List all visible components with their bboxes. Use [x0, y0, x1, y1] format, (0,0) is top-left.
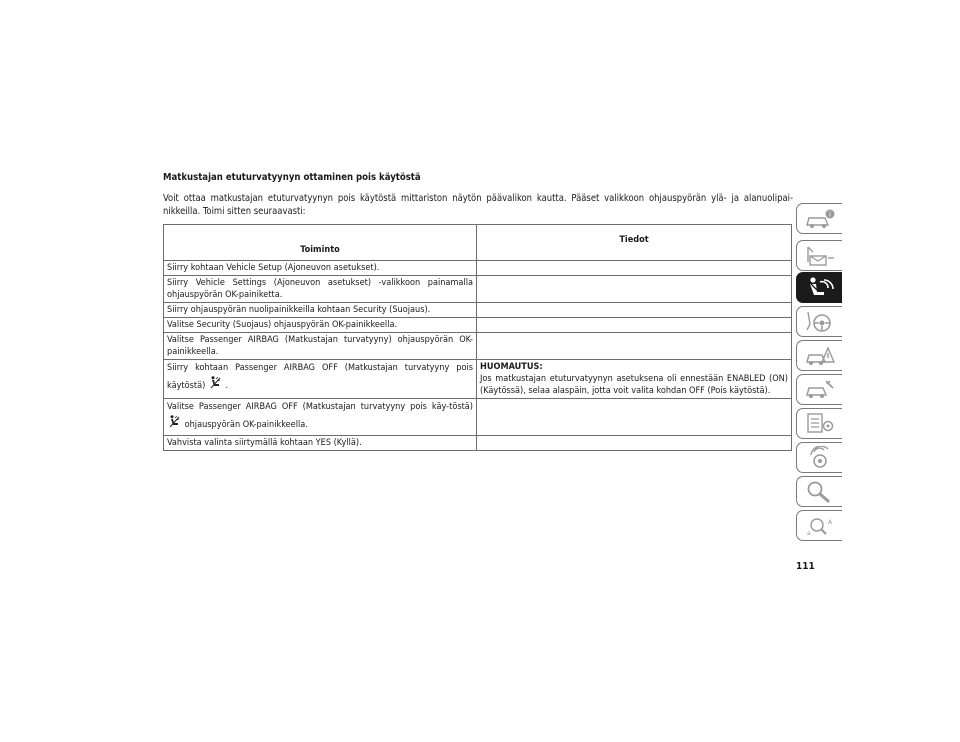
- table-row: [164, 261, 792, 276]
- table-row: [164, 318, 792, 333]
- language-index-icon: [804, 514, 836, 538]
- page-number: 111: [796, 561, 815, 572]
- svg-text:A: A: [828, 519, 833, 526]
- section-heading: Matkustajan etuturvatyynyn ottaminen pois käytöstä: [163, 172, 421, 183]
- row-action-text-end: ohjauspyörän OK-painikkeella.: [184, 420, 308, 430]
- svg-text:i: i: [829, 210, 831, 219]
- row-details: [477, 333, 792, 360]
- roadside-emergency-icon: [804, 344, 836, 368]
- row-action: [164, 360, 477, 399]
- row-action: Valitse Security (Suojaus) ohjauspyörän OK-painikkeella.: [164, 318, 477, 333]
- tab-steering[interactable]: [796, 306, 842, 337]
- tab-service[interactable]: [796, 374, 842, 405]
- row-action: Vahvista valinta siirtymällä kohtaan YES (Kyllä).: [164, 436, 477, 451]
- table-header-row: [164, 225, 792, 261]
- row-action-text: Siirry kohtaan Passenger AIRBAG OFF (Matkustajan turvatyyny pois käytöstä): [167, 363, 473, 391]
- row-action-text-end: .: [225, 381, 229, 391]
- service-maintenance-icon: [804, 378, 836, 402]
- intro-paragraph: Voit ottaa matkustajan etuturvatyynyn pois käytöstä mittariston näytön päävalikon kautta. Pääset valikkoon ohjauspyörän ylä- ja alanuolipai-nikkeilla. Toimi sitten seuraavasti:: [163, 193, 793, 217]
- steering-wheel-icon: [804, 310, 836, 334]
- row-action: Siirry ohjauspyörän nuolipainikkeilla kohtaan Security (Suojaus).: [164, 303, 477, 318]
- row-action: [164, 399, 477, 436]
- seatbelt-airbag-icon: [804, 276, 836, 300]
- passenger-airbag-off-icon: [210, 376, 221, 395]
- table-row: [164, 303, 792, 318]
- row-details: [477, 261, 792, 276]
- header-details: Tiedot: [477, 225, 792, 261]
- tab-car-info[interactable]: [796, 203, 842, 234]
- row-action-text: Valitse Passenger AIRBAG OFF (Matkustajan turvatyyny pois käy-töstä): [167, 402, 473, 412]
- svg-text:a: a: [807, 530, 811, 537]
- row-details: [477, 360, 792, 399]
- car-info-icon: [804, 207, 836, 231]
- index-search-icon: [804, 480, 836, 504]
- row-details: [477, 318, 792, 333]
- row-action: Siirry Vehicle Settings (Ajoneuvon asetukset) -valikkoon painamalla ohjauspyörän OK-painiketta.: [164, 276, 477, 303]
- note-label: HUOMAUTUS:: [480, 362, 543, 372]
- table-row: [164, 360, 792, 399]
- row-details: [477, 303, 792, 318]
- tab-dashboard-lights[interactable]: [796, 240, 842, 271]
- row-action: Siirry kohtaan Vehicle Setup (Ajoneuvon asetukset).: [164, 261, 477, 276]
- header-action: Toiminto: [164, 225, 477, 261]
- row-details: [477, 436, 792, 451]
- tab-multimedia[interactable]: [796, 442, 842, 473]
- row-action: Valitse Passenger AIRBAG (Matkustajan turvatyyny) ohjauspyörän OK-painikkeella.: [164, 333, 477, 360]
- tab-index-search[interactable]: [796, 476, 842, 507]
- row-details: [477, 399, 792, 436]
- procedure-table: [163, 224, 792, 451]
- note-text: Jos matkustajan etuturvatyynyn asetuksena oli ennestään ENABLED (ON) (Käytössä), selaa alaspäin, jotta voit valita kohdan OFF (Pois käytöstä).: [480, 374, 788, 396]
- row-details: [477, 276, 792, 303]
- table-row: [164, 333, 792, 360]
- dashboard-lights-icon: [804, 244, 836, 268]
- passenger-airbag-off-icon: [169, 415, 180, 434]
- tab-language-index[interactable]: [796, 510, 842, 541]
- table-row: [164, 276, 792, 303]
- table-row: [164, 436, 792, 451]
- tab-roadside-emergency[interactable]: [796, 340, 842, 371]
- table-row: [164, 399, 792, 436]
- tab-seatbelt-airbag[interactable]: [796, 272, 842, 303]
- specifications-icon: [804, 412, 836, 436]
- tab-specifications[interactable]: [796, 408, 842, 439]
- multimedia-icon: [804, 446, 836, 470]
